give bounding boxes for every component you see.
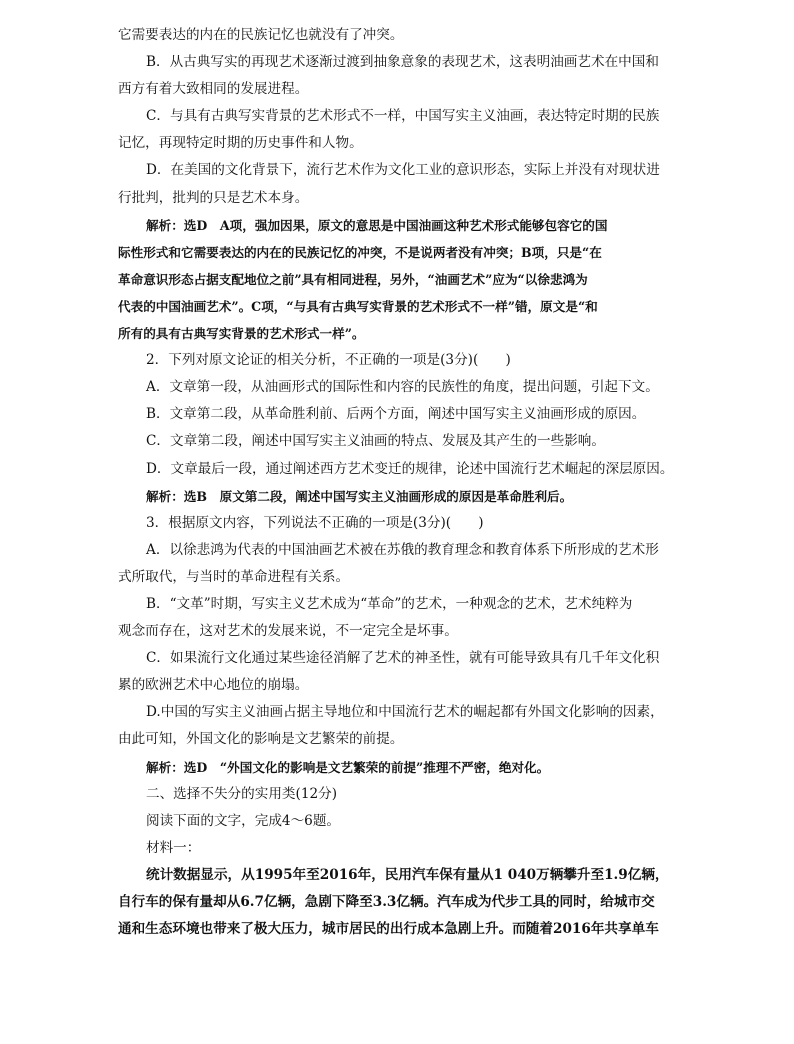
option-line: B．“文革”时期，写实主义艺术成为“革命”的艺术，一种观念的艺术，艺术纯粹为 [146, 595, 633, 612]
option-line: D．文章最后一段，通过阐述西方艺术变迁的规律，论述中国流行艺术崛起的深层原因。 [146, 460, 674, 477]
instruction-line: 阅读下面的文字，完成4～6题。 [146, 812, 341, 829]
option-line: A．以徐悲鸿为代表的中国油画艺术被在苏俄的教育理念和教育体系下所形成的艺术形 [146, 541, 659, 558]
text-line: 西方有着大致相同的发展进程。 [118, 81, 309, 98]
option-line: A．文章第一段，从油画形式的国际性和内容的民族性的角度，提出问题，引起下文。 [146, 379, 659, 396]
text-line: D．在美国的文化背景下，流行艺术作为文化工业的意识形态，实际上并没有对现状进 [146, 162, 660, 179]
option-line: 式所取代，与当时的革命进程有关系。 [118, 568, 350, 585]
text-line: 它需要表达的内在的民族记忆也就没有了冲突。 [118, 27, 404, 43]
text-line: B．从古典写实的再现艺术逐渐过渡到抽象意象的表现艺术，这表明油画艺术在中国和 [146, 54, 659, 71]
text-line: 记忆，再现特定时期的历史事件和人物。 [118, 135, 363, 152]
option-line: B．文章第二段，从革命胜利前、后两个方面，阐述中国写实主义油画形成的原因。 [146, 406, 646, 423]
answer-line: 所有的具有古典写实背景的艺术形式一样”。 [118, 326, 365, 342]
passage-line: 自行车的保有量却从6.7亿辆，急剧下降至3.3亿辆。汽车成为代步工具的同时，给城市交 [118, 894, 655, 910]
answer-line: 革命意识形态占据支配地位之前”具有相同进程，另外，“油画艺术”应为“以徐悲鸿为 [118, 271, 588, 287]
option-line: C．如果流行文化通过某些途径消解了艺术的神圣性，就有可能导致具有几千年文化积 [146, 650, 660, 667]
document-page [118, 22, 686, 943]
answer-line: 解析：选D “外国文化的影响是文艺繁荣的前提”推理不严密，绝对化。 [146, 759, 550, 775]
text-line: 行批判，批判的只是艺术本身。 [118, 189, 309, 206]
passage-line: 通和生态环境也带来了极大压力，城市居民的出行成本急剧上升。而随着2016年共享单车 [118, 921, 659, 938]
text-line: C．与具有古典写实背景的艺术形式不一样，中国写实主义油画，表达特定时期的民族 [146, 108, 660, 125]
answer-line: 际性形式和它需要表达的内在的民族记忆的冲突，不是说两者没有冲突；B项，只是“在 [118, 244, 602, 260]
passage-line: 统计数据显示，从1995年至2016年，民用汽车保有量从1 040万辆攀升至1.9亿辆， [146, 866, 669, 883]
option-line: 观念而存在，这对艺术的发展来说，不一定完全是坏事。 [118, 623, 458, 640]
option-line: 累的欧洲艺术中心地位的崩塌。 [118, 677, 309, 694]
section-heading: 二、选择不失分的实用类(12分) [146, 785, 338, 802]
material-label: 材料一： [146, 839, 201, 856]
option-line: 由此可知，外国文化的影响是文艺繁荣的前提。 [118, 731, 404, 748]
question-line: 2．下列对原文论证的相关分析，不正确的一项是(3分)( ) [146, 352, 511, 369]
option-line: D.中国的写实主义油画占据主导地位和中国流行艺术的崛起都有外国文化影响的因素， [146, 704, 664, 721]
answer-line: 解析：选B 原文第二段，阐述中国写实主义油画形成的原因是革命胜利后。 [146, 488, 573, 504]
answer-line: 解析：选D A项，强加因果，原文的意思是中国油画这种艺术形式能够包容它的国 [146, 217, 608, 233]
option-line: C．文章第二段，阐述中国写实主义油画的特点、发展及其产生的一些影响。 [146, 433, 605, 450]
question-line: 3．根据原文内容，下列说法不正确的一项是(3分)( ) [146, 514, 484, 531]
answer-line: 代表的中国油画艺术”。C项，“与具有古典写实背景的艺术形式不一样”错，原文是“和 [118, 298, 598, 314]
